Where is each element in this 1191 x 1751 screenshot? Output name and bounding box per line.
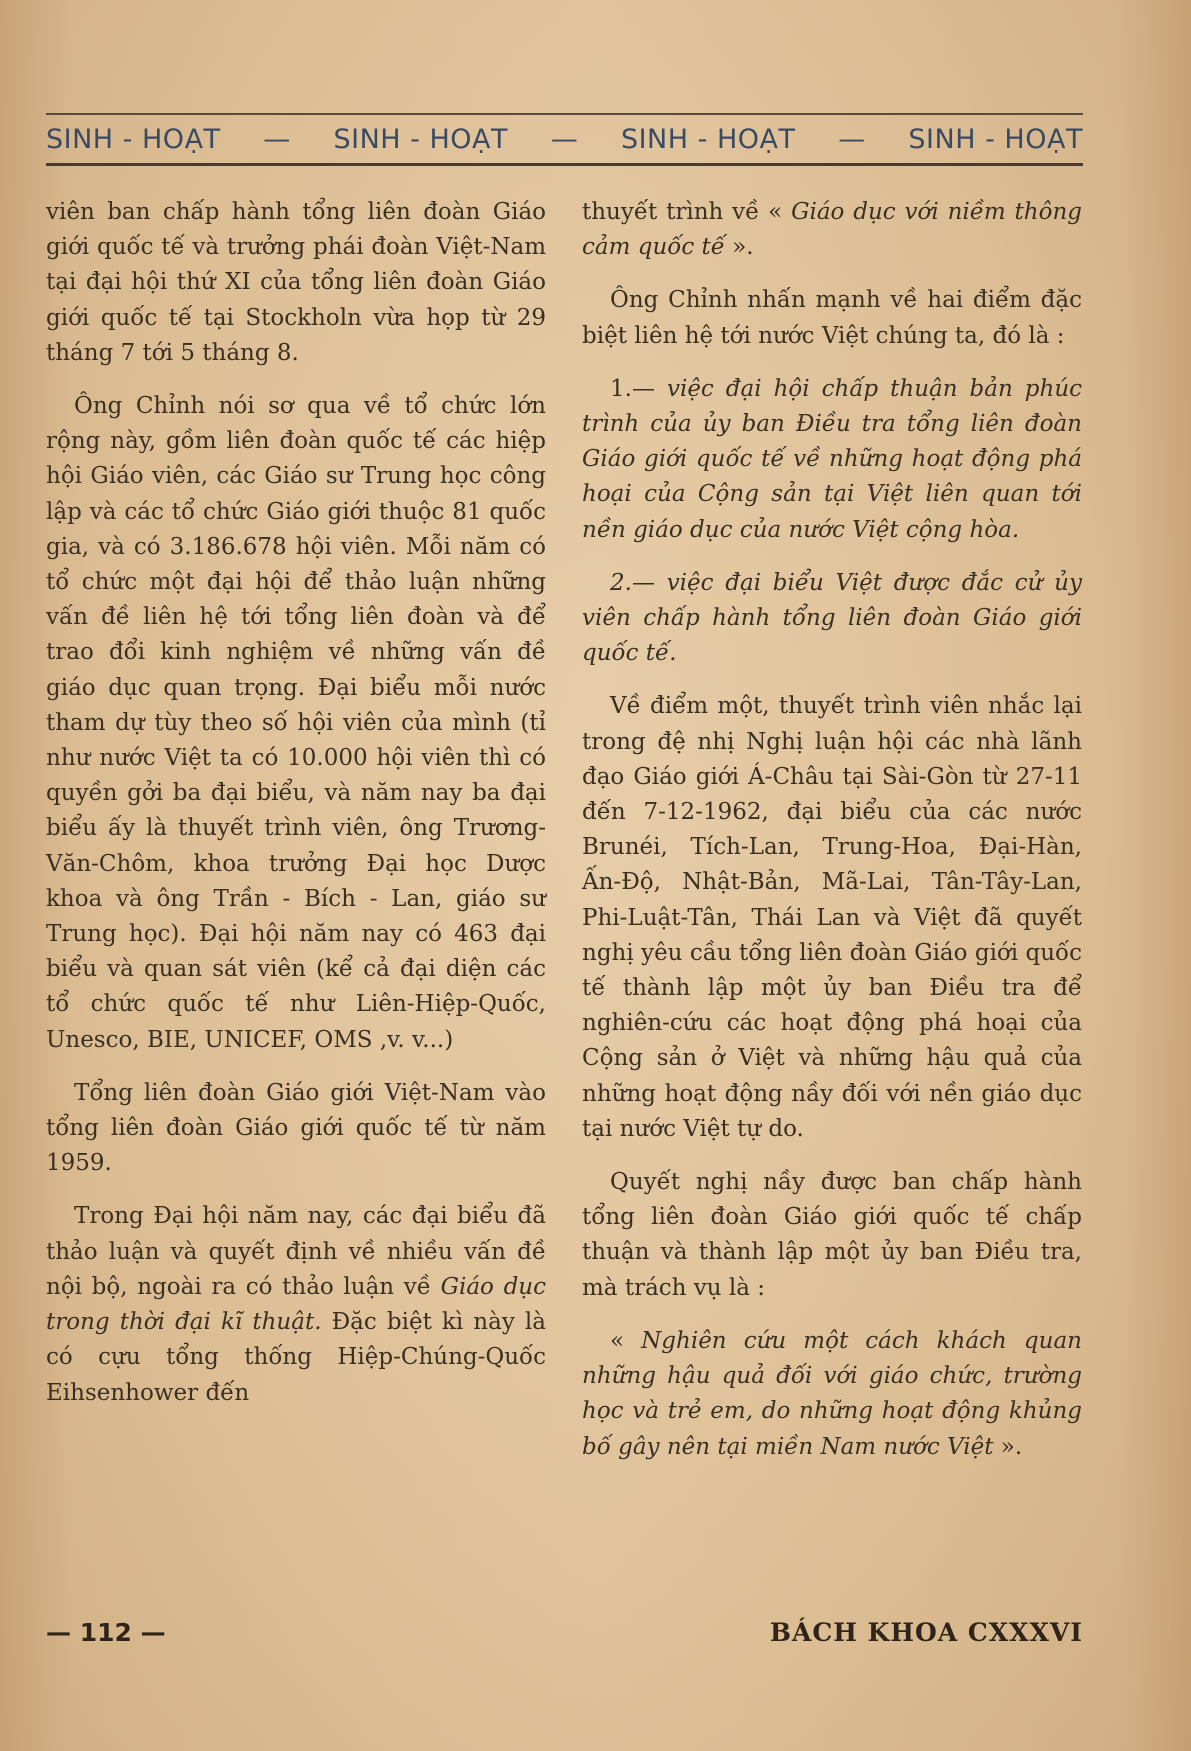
right-column [582,195,1082,1465]
right-paragraph-1-end: ». [724,234,754,261]
right-quote-text: Nghiên cứu một cách khách quan những hậu quả đối với giáo chức, trường học và trẻ em, do những hoạt động khủng bố gây nên tại miền Nam nước Việt [582,1327,1082,1460]
right-paragraph-1-italic: Giáo dục với niềm thông cảm quốc tế [582,199,1082,261]
right-paragraph-6: Quyết nghị nầy được ban chấp hành tổng liên đoàn Giáo giới quốc tế chấp thuận và thành lập một ủy ban Điều tra, mà trách vụ là : [582,1169,1082,1301]
header-item-3: SINH - HOẠT [620,123,796,155]
header-separator-3: — [838,123,866,155]
header-rule-top [46,113,1083,115]
right-quote-open: « [610,1327,642,1354]
header-rule-bottom [46,163,1083,166]
left-paragraph-4-italic: Giáo dục trong thời đại kĩ thuật. [46,1273,546,1336]
right-item-1-number: 1.— [610,375,655,402]
right-item-2-text: việc đại biểu Việt được đắc cử ủy viên chấp hành tổng liên đoàn Giáo giới quốc tế. [582,569,1082,667]
left-paragraph-4-start: Trong Đại hội năm nay, các đại biểu đã thảo luận và quyết định về nhiều vấn đề nội bộ, ngoài ra có thảo luận về [46,1203,546,1300]
right-item-2 [582,566,1082,672]
left-paragraph-4 [46,1199,546,1410]
right-quote [582,1324,1082,1465]
page-footer [46,1612,1083,1652]
header-separator-2: — [550,123,579,155]
right-item-1-text: việc đại hội chấp thuận bản phúc trình của ủy ban Điều tra tổng liên đoàn Giáo giới quốc tế về những hoạt động phá hoại của Cộng sản tại Việt liên quan tới nền giáo dục của nước Việt cộng hòa. [582,375,1083,543]
right-paragraph-5: Về điểm một, thuyết trình viên nhắc lại trong đệ nhị Nghị luận hội các nhà lãnh đạo Giáo giới Á-Châu tại Sài-Gòn từ 27-11 đến 7-12-1962, đại biểu của các nước Brunéi, Tích-Lan, Trung-Hoa, Đại-Hàn, Ấn-Độ, Nhật-Bản, Mã-Lai, Tân-Tây-Lan, Phi-Luật-Tân, Thái Lan và Việt đã quyết nghị yêu cầu tổng liên đoàn Giáo giới quốc tế thành lập một ủy ban Điều tra để nghiên-cứu các hoạt động phá hoại của Cộng sản ở Việt và những hậu quả của những hoạt động nầy đối với nền giáo dục tại nước Việt tự do. [582,693,1082,1142]
left-paragraph-1: viên ban chấp hành tổng liên đoàn Giáo giới quốc tế và trưởng phái đoàn Việt-Nam tại đại hội thứ XI của tổng liên đoàn Giáo giới quốc tế tại Stockholn vừa họp từ 29 tháng 7 tới 5 tháng 8. [46,199,546,366]
right-paragraph-1 [582,195,1082,265]
header-item-1: SINH - HOẠT [46,123,221,155]
page-number: — 112 — [46,1617,166,1647]
right-paragraph-1-start: thuyết trình về « [582,199,792,225]
left-paragraph-3: Tổng liên đoàn Giáo giới Việt-Nam vào tổng liên đoàn Giáo giới quốc tế từ năm 1959. [46,1079,546,1177]
right-quote-close: ». [993,1433,1023,1460]
header-item-2: SINH - HOẠT [333,123,508,155]
running-header [46,118,1083,160]
header-separator-1: — [263,123,291,155]
magazine-issue: BÁCH KHOA CXXXVI [769,1617,1083,1647]
right-item-1 [582,372,1082,548]
left-column [46,195,546,1411]
left-paragraph-2: Ông Chỉnh nói sơ qua về tổ chức lớn rộng này, gồm liên đoàn quốc tế các hiệp hội Giáo viên, các Giáo sư Trung học công lập và các tổ chức Giáo giới thuộc 81 quốc gia, và có 3.186.678 hội viên. Mỗi năm có tổ chức một đại hội để thảo luận những vấn đề liên hệ tới tổng liên đoàn và để trao đổi kinh nghiệm về những vấn đề giáo dục quan trọng. Đại biểu mỗi nước tham dự tùy theo số hội viên của mình (tỉ như nước Việt ta có 10.000 hội viên thì có quyền gởi ba đại biểu, và năm nay ba đại biểu ấy là thuyết trình viên, ông Trương-Văn-Chôm, khoa trưởng Đại học Dược khoa và ông Trần - Bích - Lan, giáo sư Trung học). Đại hội năm nay có 463 đại biểu và quan sát viên (kể cả đại diện các tổ chức quốc tế như Liên-Hiệp-Quốc, Unesco, BIE, UNICEF, OMS ,v. v...) [46,393,546,1053]
left-paragraph-4-end: Đặc biệt kì này là có cựu tổng thống Hiệp-Chúng-Quốc Eihsenhower đến [46,1309,547,1406]
right-paragraph-2: Ông Chỉnh nhấn mạnh về hai điểm đặc biệt liên hệ tới nước Việt chúng ta, đó là : [582,287,1082,349]
right-item-2-number: 2.— [610,569,655,596]
header-item-4: SINH - HOẠT [908,123,1083,155]
